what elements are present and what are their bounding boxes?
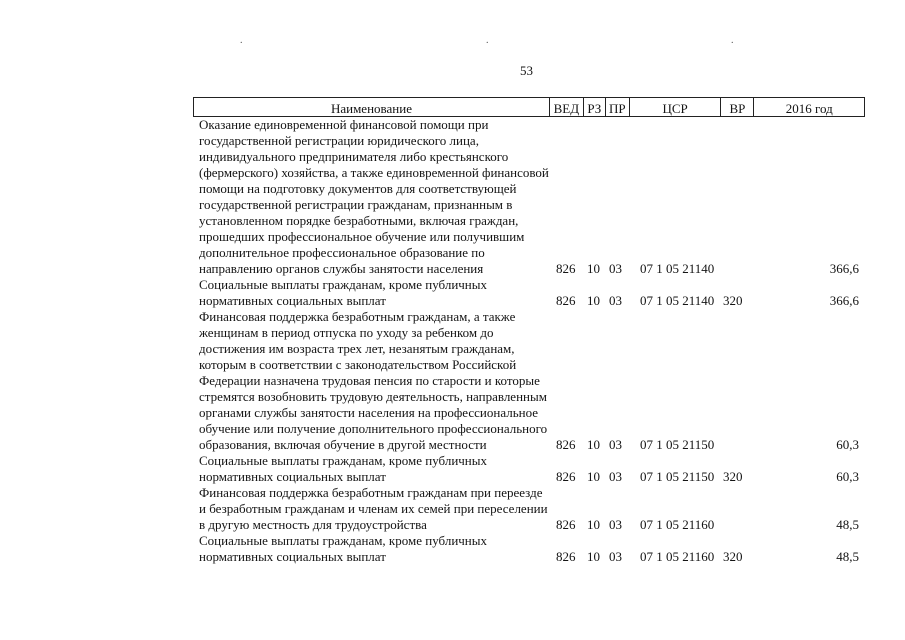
row-amount: 366,6 [829, 261, 859, 276]
budget-table [193, 97, 865, 565]
row-name: Социальные выплаты гражданам, кроме публичных нормативных социальных выплат [199, 453, 487, 484]
row-amount: 48,5 [836, 549, 859, 564]
scan-mark-center: . [486, 35, 489, 46]
row-csr: 07 1 05 21150 [640, 437, 715, 452]
row-name: Социальные выплаты гражданам, кроме публичных нормативных социальных выплат [199, 277, 487, 308]
row-amount: 60,3 [836, 437, 859, 452]
row-csr: 07 1 05 21160 [640, 517, 715, 532]
row-amount: 48,5 [836, 517, 859, 532]
row-pr: 03 [609, 437, 622, 452]
header-rz: РЗ [583, 98, 605, 116]
row-csr: 07 1 05 21140 [640, 293, 715, 308]
table-row [193, 277, 865, 309]
header-ved: ВЕД [549, 98, 583, 116]
row-ved: 826 [556, 293, 576, 308]
table-row [193, 309, 865, 453]
row-pr: 03 [609, 261, 622, 276]
header-vr: ВР [720, 98, 753, 116]
table-row [193, 485, 865, 533]
row-ved: 826 [556, 261, 576, 276]
row-pr: 03 [609, 469, 622, 484]
row-pr: 03 [609, 549, 622, 564]
row-vr: 320 [723, 469, 743, 484]
row-rz: 10 [587, 437, 600, 452]
row-ved: 826 [556, 469, 576, 484]
header-name: Наименование [330, 100, 412, 116]
row-rz: 10 [587, 549, 600, 564]
header-csr: ЦСР [629, 98, 721, 116]
row-ved: 826 [556, 549, 576, 564]
table-row [193, 453, 865, 485]
row-vr: 320 [723, 293, 743, 308]
scan-mark-left: . [240, 35, 243, 46]
row-rz: 10 [587, 293, 600, 308]
row-pr: 03 [609, 293, 622, 308]
header-year: 2016 год [753, 98, 864, 116]
row-amount: 366,6 [829, 293, 859, 308]
row-rz: 10 [587, 469, 600, 484]
row-name: Социальные выплаты гражданам, кроме публичных нормативных социальных выплат [199, 533, 487, 564]
scan-mark-right: . [731, 35, 734, 46]
row-csr: 07 1 05 21140 [640, 261, 715, 276]
table-header [193, 97, 865, 117]
row-name: Финансовая поддержка безработным гражданам, а также женщинам в период отпуска по уходу за ребенком до достижения им возраста трех лет, незанятым гражданам, которым в соответствии с законодательством Российской Федерации назначена трудовая пенсия по старости и которые стремятся возобновить трудовую деятельность, направленным органами службы занятости населения на профессиональное обучение или получение дополнительного профессионального образования, включая обучение в другой местности [199, 309, 548, 452]
row-ved: 826 [556, 517, 576, 532]
row-amount: 60,3 [836, 469, 859, 484]
page-number: 53 [520, 63, 533, 78]
row-pr: 03 [609, 517, 622, 532]
table-body [193, 117, 865, 565]
header-pr: ПР [605, 98, 629, 116]
row-name: Оказание единовременной финансовой помощи при государственной регистрации юридического лица, индивидуального предпринимателя либо крестьянского (фермерского) хозяйства, а также единовременной финансовой помощи на подготовку документов для соответствующей государственной регистрации гражданам, признанным в установленном порядке безработными, включая граждан, прошедших профессиональное обучение или получившим дополнительное профессиональное образование по направлению органов службы занятости населения [199, 117, 549, 276]
table-row [193, 117, 865, 277]
row-vr: 320 [723, 549, 743, 564]
row-name: Финансовая поддержка безработным гражданам при переезде и безработным гражданам и членам их семей при переселении в другую местность для трудоустройства [199, 485, 548, 532]
table-row [193, 533, 865, 565]
row-rz: 10 [587, 517, 600, 532]
row-csr: 07 1 05 21160 [640, 549, 715, 564]
row-ved: 826 [556, 437, 576, 452]
row-rz: 10 [587, 261, 600, 276]
row-csr: 07 1 05 21150 [640, 469, 715, 484]
